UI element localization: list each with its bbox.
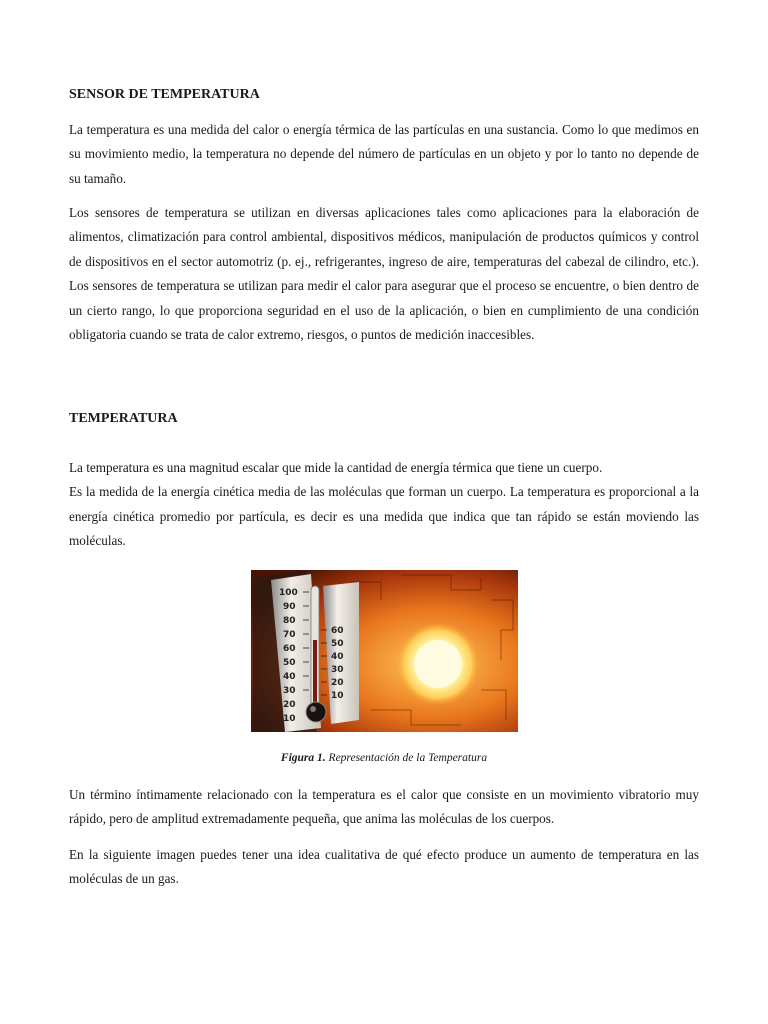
scale-left-label: 70 [283,630,296,640]
paragraph: Los sensores de temperatura se utilizan en diversas aplicaciones tales como aplicaciones para la elaboración de alimentos, climatización para control ambiental, dispositivos médicos, manipulación de productos químicos y control de dispositivos en el sector automotriz (p. ej., refrigerantes, ingreso de aire, temperaturas del cabezal de cilindro, etc.). Los sensores de temperatura se utilizan para medir el calor para asegurar que el proceso se encuentre, o bien dentro de un cierto rango, lo que proporciona seguridad en el uso de la aplicación, o bien en cumplimiento de una condición obligatoria cuando se trata de calor extremo, riesgos, o puntos de medición inaccesibles. [69,205,699,343]
section-heading: SENSOR DE TEMPERATURA [69,87,260,102]
scale-right-label: 30 [331,665,344,675]
scale-left-label: 100 [279,588,298,598]
scale-right-label: 50 [331,639,344,649]
paragraph: La temperatura es una medida del calor o energía térmica de las partículas en una sustancia. Como lo que medimos en su movimiento medio, la temperatura no depende del número de partículas en un objeto y por lo tanto no depende de su tamaño. [69,122,699,186]
paragraph-6 [69,843,699,892]
section-heading: TEMPERATURA [69,411,178,426]
figure-caption [69,750,699,766]
scale-left-label: 20 [283,700,296,710]
scale-left-label: 50 [283,658,296,668]
scale-right-label: 10 [331,691,344,701]
scale-right-label: 60 [331,626,344,636]
paragraph-2 [69,201,699,347]
scale-left-label: 40 [283,672,296,682]
scale-right-label: 40 [331,652,344,662]
section-temperatura [69,411,699,427]
thermometer-sun-illustration [251,570,518,732]
scale-left-label: 30 [283,686,296,696]
paragraph: Un término íntimamente relacionado con la temperatura es el calor que consiste en un movimiento vibratorio muy rápido, pero de amplitud extremadamente pequeña, que anima las moléculas de los cuerpos. [69,787,699,827]
temperature-figure-image [251,570,518,732]
paragraph: Es la medida de la energía cinética media de las moléculas que forman un cuerpo. La temperatura es proporcional a la energía cinética promedio por partícula, es decir es una medida que indica que tan rápido se están moviendo las moléculas. [69,484,699,549]
paragraph: La temperatura es una magnitud escalar que mide la cantidad de energía térmica que tiene un cuerpo. [69,460,603,475]
scale-left-label: 80 [283,616,296,626]
section-sensor [69,87,699,103]
figure-caption-text: Representación de la Temperatura [328,752,488,764]
scale-right-label: 20 [331,678,344,688]
paragraph-3 [69,456,699,554]
paragraph-1 [69,118,699,191]
scale-left-label: 90 [283,602,296,612]
paragraph: En la siguiente imagen puedes tener una idea cualitativa de qué efecto produce un aumento de temperatura en las moléculas de un gas. [69,847,699,887]
figure-label: Figura 1. [280,752,326,764]
scale-left-label: 10 [283,714,296,724]
scale-left-label: 60 [283,644,296,654]
paragraph-5 [69,783,699,832]
